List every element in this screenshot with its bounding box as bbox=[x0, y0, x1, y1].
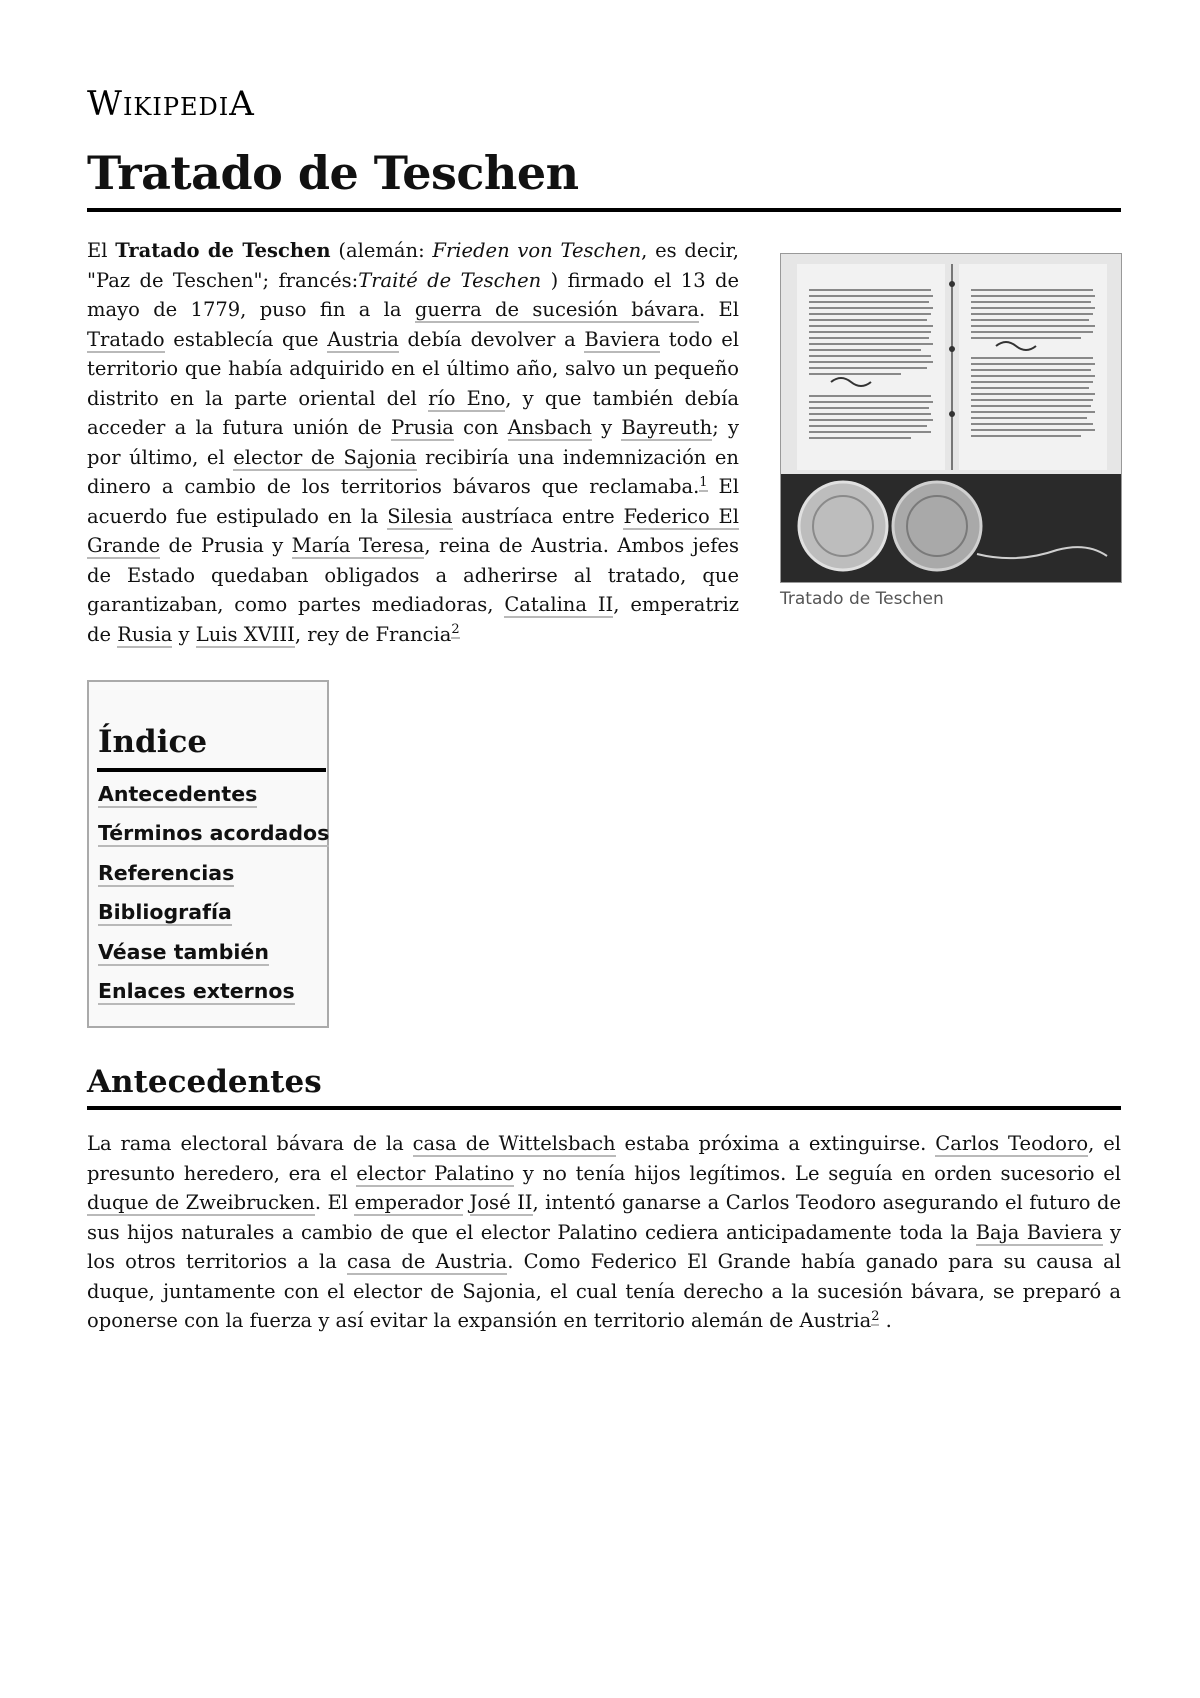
link-bayreuth[interactable]: Bayreuth bbox=[621, 416, 713, 439]
section-heading-antecedentes: Antecedentes bbox=[87, 1064, 322, 1100]
table-of-contents bbox=[87, 680, 329, 1028]
link-rio-eno[interactable]: río Eno bbox=[428, 386, 506, 410]
figure-caption: Tratado de Teschen bbox=[780, 589, 944, 609]
link-casa-wittelsbach[interactable]: casa de Wittelsbach bbox=[412, 1132, 616, 1155]
link-elector-palatino[interactable]: elector Palatino bbox=[356, 1161, 515, 1185]
link-baja-baviera[interactable]: Baja Baviera bbox=[975, 1220, 1103, 1244]
treaty-image[interactable] bbox=[780, 253, 1122, 583]
link-casa-austria[interactable]: casa de Austria bbox=[347, 1250, 508, 1273]
toc-list bbox=[98, 782, 329, 1018]
toc-item-referencias[interactable]: Referencias bbox=[98, 860, 235, 885]
treaty-figure bbox=[780, 253, 1122, 609]
link-ansbach[interactable]: Ansbach bbox=[507, 416, 592, 439]
link-jose-ii[interactable]: José II bbox=[469, 1191, 533, 1214]
link-maria-teresa[interactable]: María Teresa bbox=[291, 534, 425, 557]
lead-paragraph: El Tratado de Teschen (alemán: Frieden von Teschen, es decir, "Paz de Teschen"; francés:Traité de Teschen ) firmado el 13 de mayo de 1779, puso fin a la guerra de sucesión bávara. El Tratado establecía que Austria debía devolver a Baviera todo el territorio que había adquirido en el último año, salvo un pequeño distrito en la parte oriental del río Eno, y que también debía acceder a la futura unión de Prusia con Ansbach y Bayreuth; y por último, el elector de Sajonia recibiría una indemnización en dinero a cambio de los territorios bávaros que reclamaba.$^1$ El acuerdo fue estipulado en la Silesia austríaca entre Federico El Grande de Prusia y María Teresa, reina de Austria. Ambos jefes de Estado quedaban obligados a adherirse al tratado, que garantizaban, como partes mediadoras, Catalina II, emperatriz de Rusia y Luis XVIII, rey de Francia$^2$ bbox=[87, 239, 740, 646]
toc-item-antecedentes[interactable]: Antecedentes bbox=[98, 782, 258, 806]
link-tratado[interactable]: Tratado bbox=[87, 327, 165, 351]
toc-heading: Índice bbox=[98, 724, 208, 760]
link-emperador[interactable]: emperador bbox=[354, 1191, 464, 1214]
reference-1[interactable]: 1 bbox=[699, 474, 708, 490]
wikipedia-logo[interactable]: WIKIPEDIA bbox=[87, 84, 255, 124]
toc-item-enlaces-externos[interactable]: Enlaces externos bbox=[98, 978, 295, 1003]
link-catalina[interactable]: Catalina II bbox=[504, 593, 614, 616]
section-paragraph: La rama electoral bávara de la casa de Wittelsbach estaba próxima a extinguirse. Carlos Teodoro, el presunto heredero, era el elector Palatino y no tenía hijos legítimos. Le seguía en orden sucesorio el duque de Zweibrucken. El emperador José II, intentó ganarse a Carlos Teodoro asegurando el futuro de sus hijos naturales a cambio de que el elector Palatino cediera anticipadamente toda la Baja Baviera y los otros territorios a la casa de Austria. Como Federico El Grande había ganado para su causa al duque, juntamente con el elector de Sajonia, el cual tenía derecho a la sucesión bávara, se preparó a oponerse con la fuerza y así evitar la expansión en territorio alemán de Austria$^2$ . bbox=[87, 1132, 1122, 1332]
section-divider bbox=[87, 1106, 1121, 1110]
link-carlos-teodoro[interactable]: Carlos Teodoro bbox=[935, 1132, 1089, 1155]
link-silesia[interactable]: Silesia bbox=[387, 504, 453, 528]
toc-divider bbox=[97, 768, 326, 772]
link-federico[interactable]: Federico El Grande bbox=[87, 504, 739, 557]
reference-2[interactable]: 2 bbox=[451, 622, 460, 637]
link-baviera[interactable]: Baviera bbox=[584, 327, 661, 351]
link-prusia[interactable]: Prusia bbox=[391, 416, 454, 439]
link-rusia[interactable]: Rusia bbox=[117, 622, 173, 646]
toc-item-vease-tambien[interactable]: Véase también bbox=[98, 939, 269, 964]
toc-item-bibliografia[interactable]: Bibliografía bbox=[98, 900, 232, 925]
page-title: Tratado de Teschen bbox=[87, 146, 579, 200]
link-duque-zweibrucken[interactable]: duque de Zweibrucken bbox=[87, 1191, 315, 1214]
link-elector-sajonia[interactable]: elector de Sajonia bbox=[233, 445, 417, 469]
reference-2-section[interactable]: 2 bbox=[871, 1308, 880, 1324]
link-guerra-sucesion[interactable]: guerra de sucesión bávara bbox=[414, 298, 699, 321]
title-divider bbox=[87, 208, 1121, 212]
toc-item-terminos-acordados[interactable]: Términos acordados bbox=[98, 821, 330, 846]
link-luis[interactable]: Luis XVIII bbox=[195, 622, 295, 646]
link-austria[interactable]: Austria bbox=[327, 327, 399, 351]
bold-title: Tratado de Teschen bbox=[115, 239, 331, 262]
